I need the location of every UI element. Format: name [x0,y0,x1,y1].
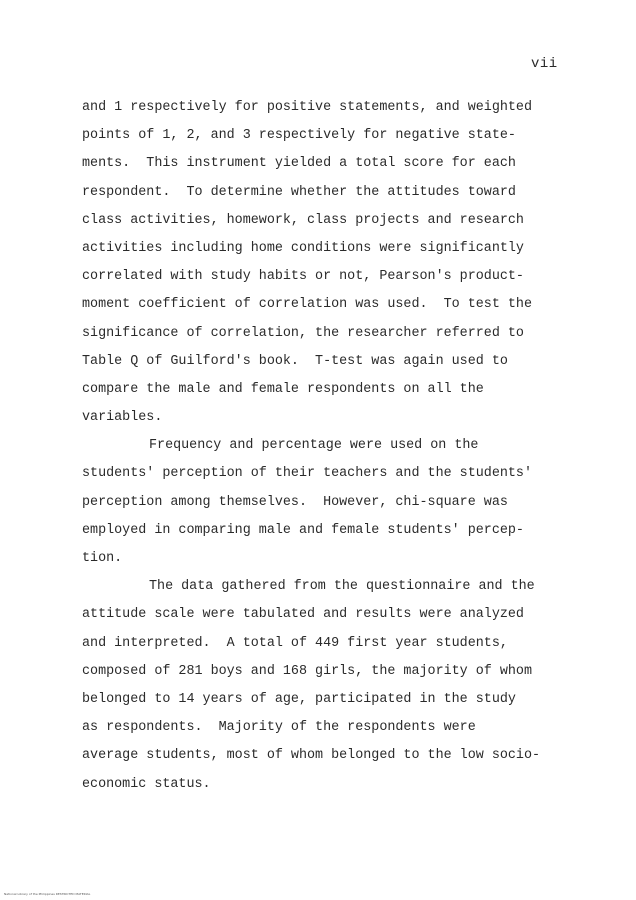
text-line: class activities, homework, class projects and research [82,212,524,228]
text-line: significance of correlation, the researcher referred to [82,325,524,341]
text-line: composed of 281 boys and 168 girls, the majority of whom [82,663,532,679]
text-line: Table Q of Guilford's book. T-test was again used to [82,353,508,369]
paragraph-3 [82,573,562,799]
text-line: perception among themselves. However, chi-square was [82,494,508,510]
text-line: variables. [82,410,163,426]
text-line: and interpreted. A total of 449 first year students, [82,635,508,651]
text-line: employed in comparing male and female students' percep- [82,522,524,538]
text-line: ments. This instrument yielded a total score for each [82,156,516,172]
text-line: moment coefficient of correlation was used. To test the [82,297,532,313]
text-line: activities including home conditions were significantly [82,240,524,256]
text-line: Frequency and percentage were used on the [149,438,479,454]
page-number: vii [531,56,558,72]
text-line: average students, most of whom belonged to the low socio- [82,748,541,764]
text-line: respondent. To determine whether the attitudes toward [82,184,516,200]
text-line: attitude scale were tabulated and results were analyzed [82,607,524,623]
text-line: The data gathered from the questionnaire and the [149,579,535,595]
text-line: correlated with study habits or not, Pearson's product- [82,269,524,285]
text-line: as respondents. Majority of the respondents were [82,720,476,736]
text-line: compare the male and female respondents on all the [82,381,484,397]
text-line: belonged to 14 years of age, participated in the study [82,691,516,707]
footer-note: National Library of the Philippines RESTRICTED MATERIAL [4,892,91,896]
text-line: students' perception of their teachers and the students' [82,466,532,482]
body-text [82,94,562,799]
paragraph-1 [82,94,562,432]
paragraph-2 [82,432,562,573]
text-line: and 1 respectively for positive statements, and weighted [82,100,532,115]
text-line: economic status. [82,776,211,792]
text-line: points of 1, 2, and 3 respectively for negative state- [82,128,516,144]
text-line: tion. [82,551,123,566]
